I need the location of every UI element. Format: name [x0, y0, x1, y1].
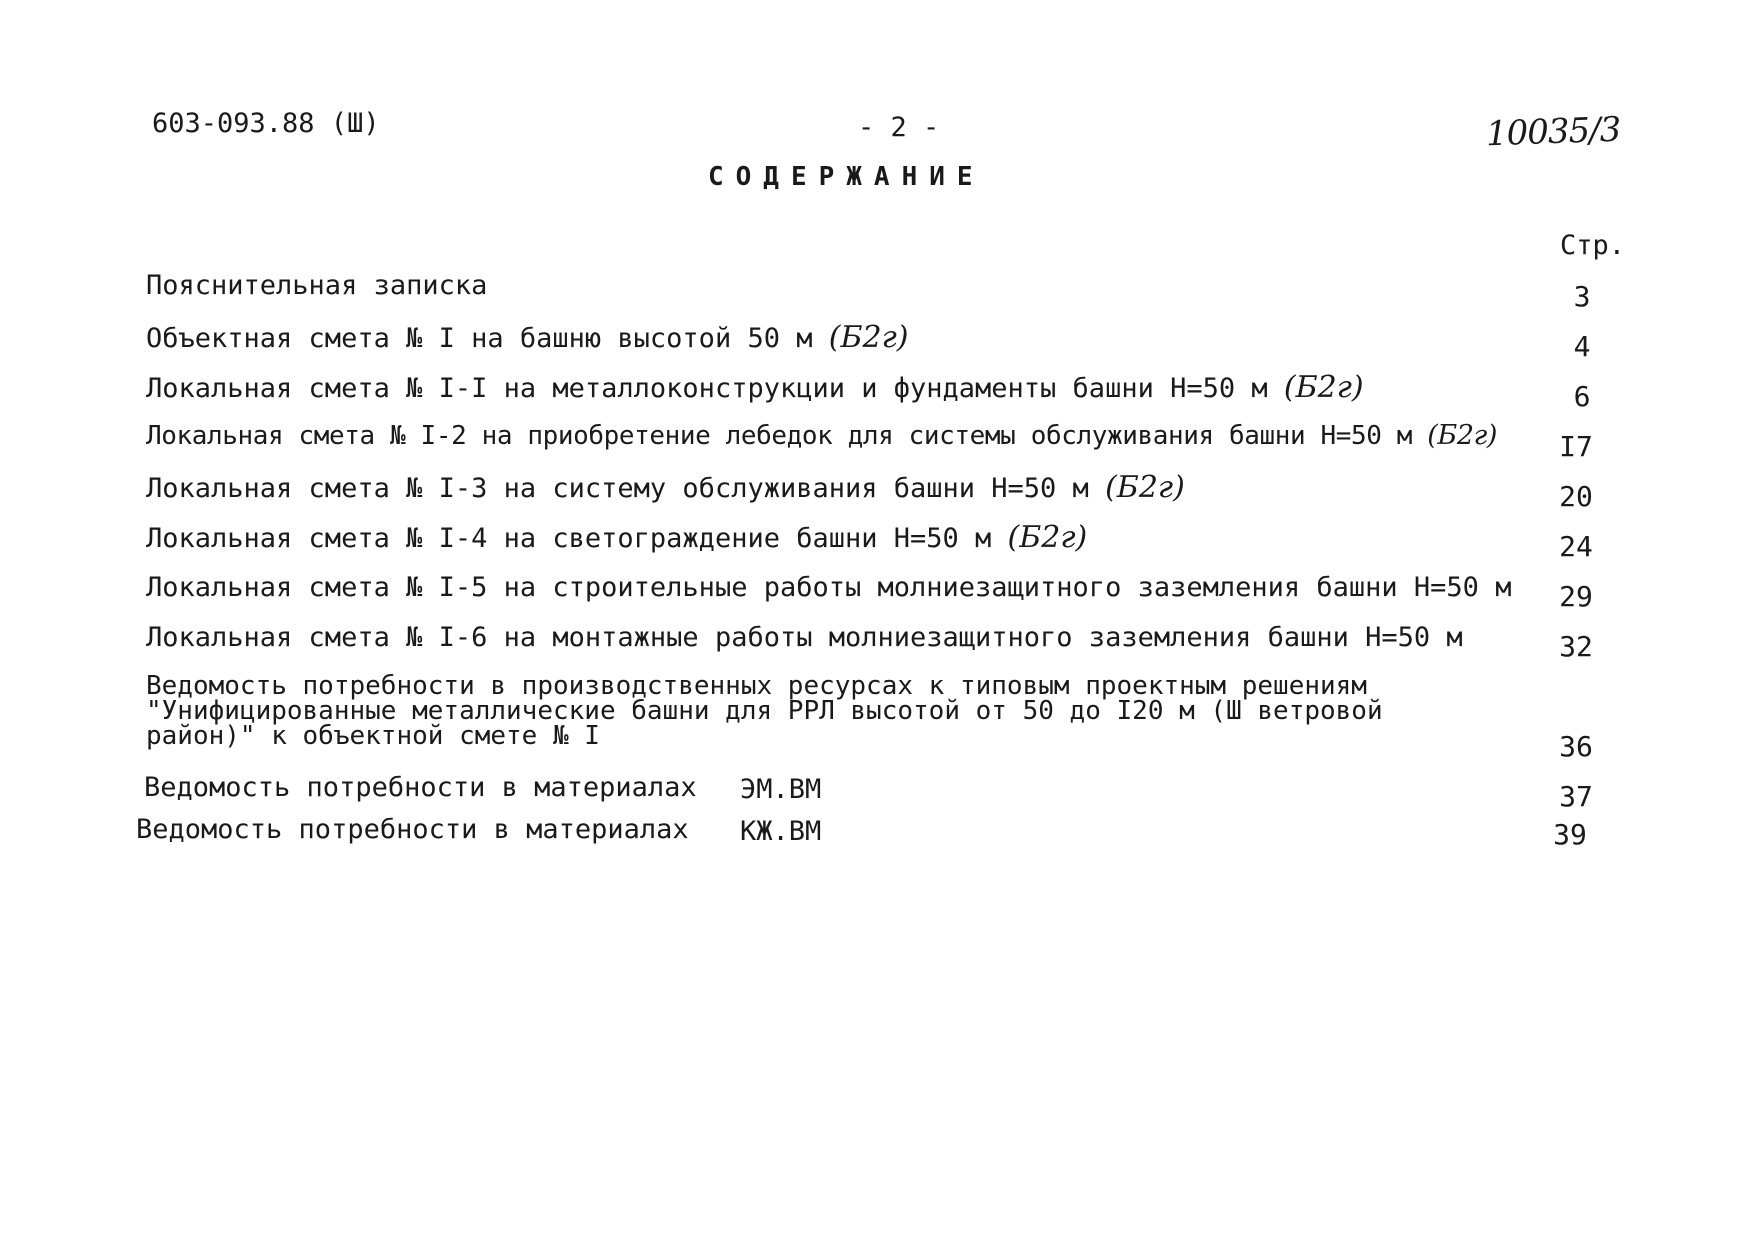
- toc-entry-text: Локальная смета № I-5 на строительные работы молниезащитного заземления башни Н=50 м: [146, 572, 1512, 603]
- toc-entry-page: 29: [1559, 580, 1593, 613]
- toc-entry-code: КЖ.ВМ: [740, 816, 822, 847]
- toc-entry-text: Локальная смета № I-2 на приобретение лебедок для системы обслуживания башни Н=50 м (Б2г): [146, 420, 1498, 451]
- toc-entry-page: 3: [1573, 280, 1591, 313]
- toc-entry-text: Локальная смета № I-I на металлоконструкции и фундаменты башни Н=50 м (Б2г): [146, 370, 1364, 405]
- toc-entry-page: 39: [1553, 818, 1587, 851]
- page-number: - 2 -: [858, 112, 940, 143]
- toc-entry-page: 37: [1559, 780, 1593, 813]
- toc-entry-page: 32: [1559, 630, 1593, 663]
- toc-entry-text: Пояснительная записка: [146, 270, 488, 301]
- toc-entry-text: Объектная смета № I на башню высотой 50 м (Б2г): [146, 320, 909, 355]
- page-title: СОДЕРЖАНИЕ: [708, 162, 985, 192]
- toc-entry-handwritten-suffix: (Б2г): [1007, 520, 1088, 555]
- toc-entry-page: 4: [1573, 330, 1591, 363]
- toc-entry-page: 36: [1559, 730, 1593, 763]
- toc-entry-text: Ведомость потребности в материалах: [136, 814, 689, 845]
- document-code: 603-093.88 (Ш): [152, 108, 380, 139]
- page-column-label: Стр.: [1560, 230, 1626, 261]
- toc-entry-page: I7: [1559, 430, 1593, 463]
- handwritten-number: 10035/3: [1485, 109, 1621, 155]
- toc-entry-page: 24: [1559, 530, 1593, 563]
- toc-entry-page: 6: [1573, 380, 1591, 413]
- toc-entry-handwritten-suffix: (Б2г): [828, 320, 909, 355]
- toc-entry-page: 20: [1559, 480, 1593, 513]
- toc-entry-text: Локальная смета № I-4 на светограждение башни Н=50 м (Б2г): [146, 520, 1088, 555]
- toc-entry-text: Ведомость потребности в материалах: [144, 772, 697, 803]
- toc-entry-text: Ведомость потребности в производственных ресурсах к типовым проектным решениям "Унифицированные металлические башни для РРЛ высотой от 50 до I20 м (Ш ветровой район)" к объектной смете № I: [146, 671, 1383, 751]
- toc-entry-handwritten-suffix: (Б2г): [1105, 470, 1185, 505]
- toc-entry-code: ЭМ.ВМ: [740, 774, 822, 805]
- toc-entry-text: Локальная смета № I-3 на систему обслуживания башни Н=50 м (Б2г): [146, 470, 1185, 505]
- toc-entry-handwritten-suffix: (Б2г): [1427, 420, 1498, 451]
- toc-entry-text: Локальная смета № I-6 на монтажные работы молниезащитного заземления башни Н=50 м: [146, 622, 1463, 653]
- toc-entry-handwritten-suffix: (Б2г): [1283, 370, 1364, 405]
